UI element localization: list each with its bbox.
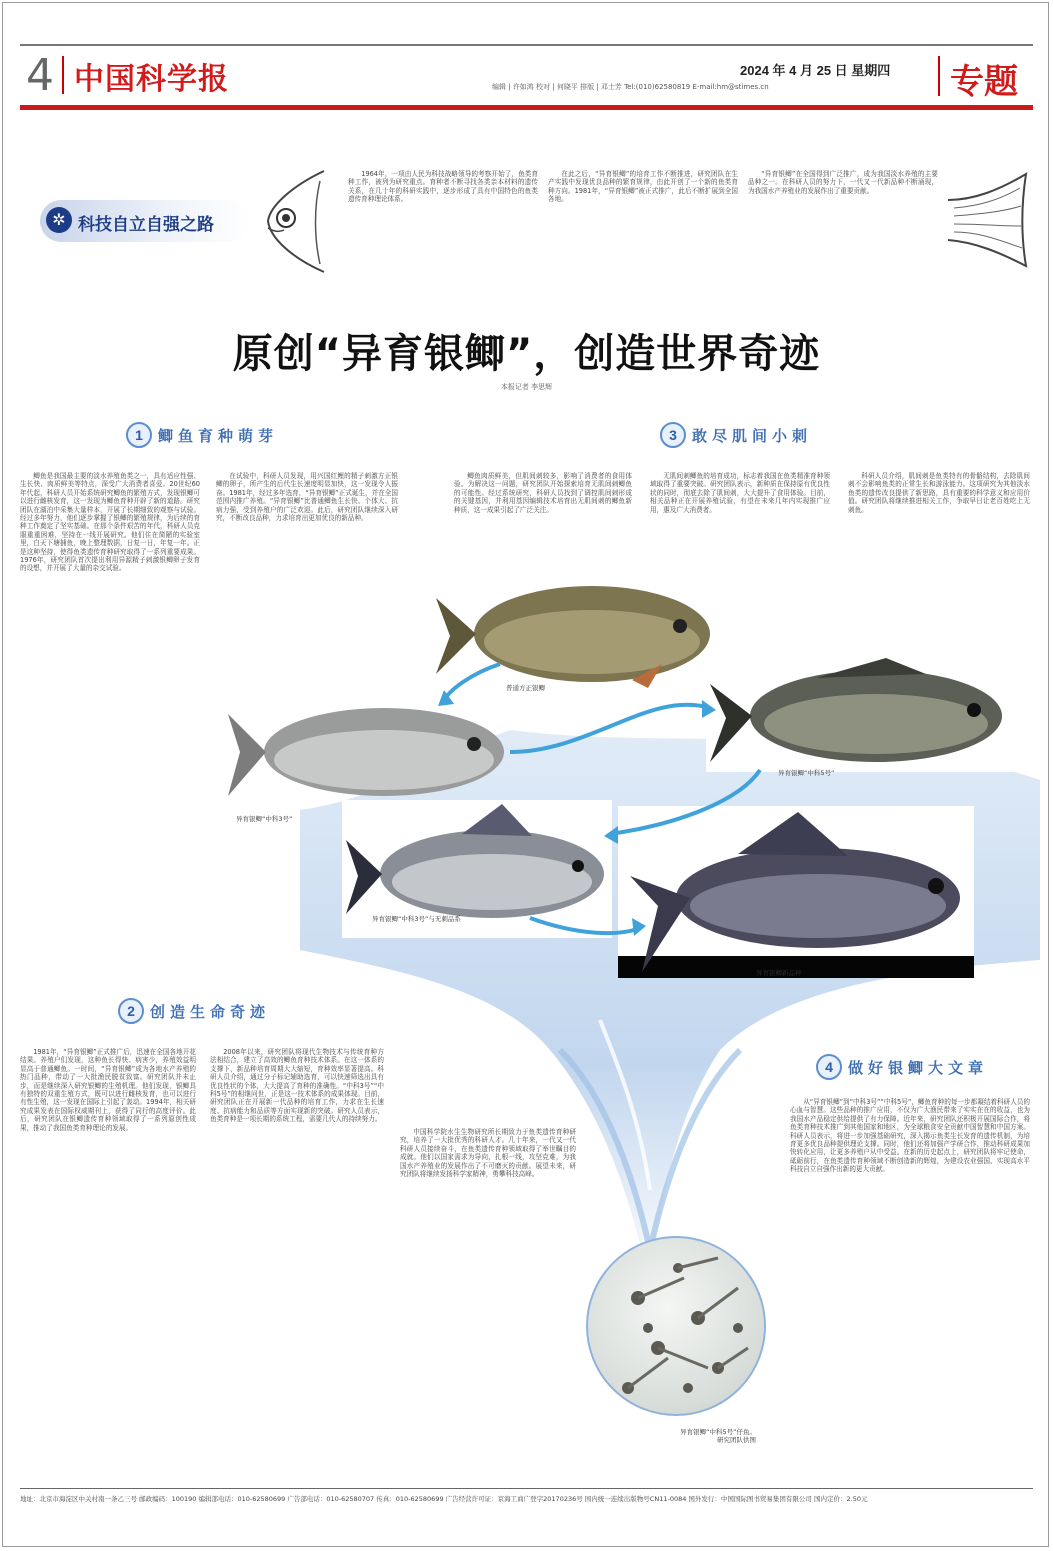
- article-headline[interactable]: 原创“异育银鲫”，创造世界奇迹: [232, 331, 821, 377]
- subhead-3: [660, 422, 812, 448]
- body-column-11: 从“异育银鲫”到“中科3号”“中科5号”，鲫鱼育种的每一步都凝结着科研人员的心血与智慧。这些品种的推广应用，不仅为广大渔民带来了实实在在的收益，也为我国水产品稳定供给提供了有力保障。近年来，研究团队还积极开展国际合作，将鱼类育种技术推广到其他国家和地区，为全球粮食安全贡献中国智慧和中国方案。科研人员表示，将进一步加强基础研究，深入揭示鱼类生长发育的遗传机制，为培育更多优良品种提供理论支撑。同时，他们还将加强产学研合作，推动科研成果加快转化应用，让更多养殖户从中受益。在新的历史起点上，研究团队将牢记使命，砥砺前行，在鱼类遗传育种领域不断创造新的辉煌，为建设农业强国、实现高水平科技自立自强作出新的更大贡献。: [790, 1098, 1030, 1174]
- subhead-number: 3: [660, 422, 686, 448]
- photo-caption-2: 异育银鲫“中科3号”: [236, 815, 293, 823]
- larvae-illustration-icon: [588, 1238, 764, 1414]
- subhead-1: [126, 422, 278, 448]
- body-column-6: 无肌间刺鲫鱼的培育成功，标志着我国在鱼类精准育种领域取得了重要突破。研究团队表示，新种质在保持原有优良性状的同时，彻底去除了肌间刺，大大提升了食用体验。目前，相关品种正在开展养殖试验，有望在未来几年内实现推广应用，惠及广大消费者。: [650, 472, 830, 514]
- cycle-arrows-graphic: [420, 640, 860, 950]
- photo-caption-5: 异育银鲫新品种: [756, 969, 802, 977]
- issue-date: 2024 年 4 月 25 日 星期四: [740, 63, 891, 78]
- subhead-title: 创造生命奇迹: [150, 1002, 271, 1021]
- photo-caption-3: 异育银鲫“中科5号”: [778, 769, 835, 777]
- series-badge-label: 科技自立自强之路: [78, 215, 214, 235]
- cas-emblem-icon: ✲: [46, 207, 72, 233]
- body-column-5: 鲫鱼肉质鲜美，但肌间刺较多，影响了消费者的食用体验。为解决这一问题，研究团队开始探索培育无肌间刺鲫鱼的可能性。经过系统研究，科研人员找到了调控肌间刺形成的关键基因，并利用基因编辑技术培育出无肌间刺的鲫鱼新种质，这一成果引起了广泛关注。: [454, 472, 632, 514]
- masthead[interactable]: 中国科学报: [74, 62, 229, 97]
- fish-head-drawing-icon: [262, 166, 342, 276]
- intro-column-1: 1964年，一项由人民为科技战略领导的考察开始了，鱼类育种工作，被列为研究重点。育种者不断寻找各类亲本材料的遗传关系，在几十年的科研实践中，逐步形成了具有中国特色的鱼类遗传育种理论体系。: [348, 170, 538, 204]
- subhead-number: 4: [816, 1054, 842, 1080]
- body-column-2: 在试验中，科研人员发现，用兴国红鲤的精子刺激方正银鲫的卵子，所产生的后代生长速度明显加快，这一发现令人振奋。1981年，经过多年选育，“异育银鲫”正式诞生，并在全国范围内推广养殖。“异育银鲫”比普通鲫鱼生长快、个体大、抗病力强，受到养殖户的广泛欢迎。此后，研究团队继续深入研究，不断改良品种，力求培育出更加优良的新品种。: [216, 472, 398, 523]
- section-title: 专题: [950, 62, 1018, 102]
- series-badge: [40, 200, 250, 242]
- body-column-10: 中国科学院水生生物研究所长期致力于鱼类遗传育种研究，培养了一大批优秀的科研人才。几十年来，一代又一代科研人员接续奋斗，在鱼类遗传育种领域取得了举世瞩目的成就。他们以国家需求为导向，扎根一线，攻坚克难，为我国水产养殖业的发展作出了不可磨灭的贡献。展望未来，研究团队将继续发扬科学家精神，勇攀科技高峰。: [400, 1128, 576, 1179]
- header-divider: [62, 56, 64, 94]
- subhead-title: 做好银鲫大文章: [848, 1058, 989, 1077]
- photo-caption-4: 异育银鲫“中科3号”与无刺品系: [372, 915, 461, 923]
- intro-column-3: “异育银鲫”在全国得到广泛推广，成为我国淡水养殖的主要品种之一。在科研人员的努力下，一代又一代新品种不断涌现，为我国水产养殖业的发展作出了重要贡献。: [748, 170, 938, 195]
- body-column-1: 鲫鱼是我国最主要的淡水养殖鱼类之一，具有适应性强、生长快、肉质鲜美等特点，深受广大消费者喜爱。20世纪60年代起，科研人员开始系统研究鲫鱼的繁殖方式，发现银鲫可以进行雌核发育，这一发现为鲫鱼育种开辟了新的道路。研究团队在湖泊中采集大量样本，开展了长期细致的观察与试验。经过多年努力，他们逐步掌握了银鲫的繁殖规律，为后续的育种工作奠定了坚实基础。在那个条件艰苦的年代，科研人员克服重重困难，坚持在一线开展研究。他们住在简陋的实验室里，白天下塘捕鱼，晚上整理数据，日复一日，年复一年。正是这种坚持，使得鱼类遗传育种研究取得了一系列重要成果。1976年，研究团队首次提出利用异源精子刺激银鲫卵子发育的设想，并开展了大量的杂交试验。: [20, 472, 200, 573]
- larvae-photo[interactable]: [586, 1236, 766, 1416]
- intro-column-2: 在此之后，“异育银鲫”的培育工作不断推进，研究团队在生产实践中发现优良品种的繁育规律，由此开创了一个新的鱼类育种方向。1981年，“异育银鲫”被正式推广，此后不断扩展到全国各地。: [548, 170, 738, 204]
- subhead-title: 敢尽肌间小刺: [692, 426, 813, 445]
- body-column-7: 科研人员介绍，肌间刺是鱼类特有的骨骼结构，去除肌间刺不会影响鱼类的正常生长和游泳能力。这项研究为其他淡水鱼类的遗传改良提供了新思路，具有重要的科学意义和应用价值。研究团队将继续推进相关工作，争取早日让老百姓吃上无刺鱼。: [848, 472, 1030, 514]
- subhead-2: [118, 998, 270, 1024]
- section-divider: [938, 56, 940, 96]
- header-red-rule: [20, 105, 1033, 110]
- top-rule: [20, 44, 1033, 46]
- body-column-9: 2008年以来，研究团队将现代生物技术与传统育种方法相结合，建立了高效的鲫鱼育种技术体系。在这一体系的支撑下，新品种培育周期大大缩短，育种效率显著提高。科研人员介绍，通过分子标记辅助选育，可以快速筛选出具有优良性状的个体，大大提高了育种的准确性。“中科3号”“中科5号”的相继问世，正是这一技术体系的成果体现。目前，研究团队正在开展新一代品种的培育工作，力求在生长速度、抗病能力和品质等方面实现新的突破。研究人员表示，鱼类育种是一项长期的系统工程，需要几代人的持续努力。: [210, 1048, 384, 1124]
- fish-tail-drawing-icon: [944, 170, 1034, 270]
- body-column-8: 1981年，“异育银鲫”正式推广后，迅速在全国各地开花结果。养殖户们发现，这种鱼长得快、病害少，养殖效益明显高于普通鲫鱼。一时间，“异育银鲫”成为各地水产养殖的热门品种，带动了一大批渔民脱贫致富。研究团队并未止步，而是继续深入研究银鲫的生殖机理。他们发现，银鲫具有独特的双重生殖方式，既可以进行雌核发育，也可以进行有性生殖，这一发现在国际上引起了轰动。1994年，相关研究成果发表在国际权威期刊上，获得了同行的高度评价。此后，研究团队在银鲫遗传育种领域取得了一系列原创性成果，推动了我国鱼类育种理论的发展。: [20, 1048, 196, 1132]
- subhead-title: 鲫鱼育种萌芽: [158, 426, 279, 445]
- subhead-number: 1: [126, 422, 152, 448]
- page-number: 4: [26, 50, 54, 101]
- staff-line: 编辑 | 许如鸿 校对 | 何晓平 排版 | 邓士芳 Tel:(010)62580819 E-mail:hm@stimes.cn: [492, 83, 769, 91]
- footer-rule: [20, 1488, 1033, 1489]
- larvae-caption: 异育银鲫“中科5号”仔鱼。 研究团队供图: [680, 1428, 756, 1444]
- footer-info: 地址：北京市海淀区中关村南一条乙三号 邮政编码：100190 编辑部电话：010-62580699 广告部电话：010-62580707 传真：010-62580699 广告经营许可证：京海工商广登字20170236号 国内统一连续出版物号CN11-0084 国外发行：中国国际图书贸易集团有限公司 国内定价：2.50元: [20, 1495, 868, 1503]
- subhead-number: 2: [118, 998, 144, 1024]
- byline: 本报记者 李思辉: [500, 383, 553, 391]
- photo-caption-1: 普通方正银鲫: [506, 684, 545, 692]
